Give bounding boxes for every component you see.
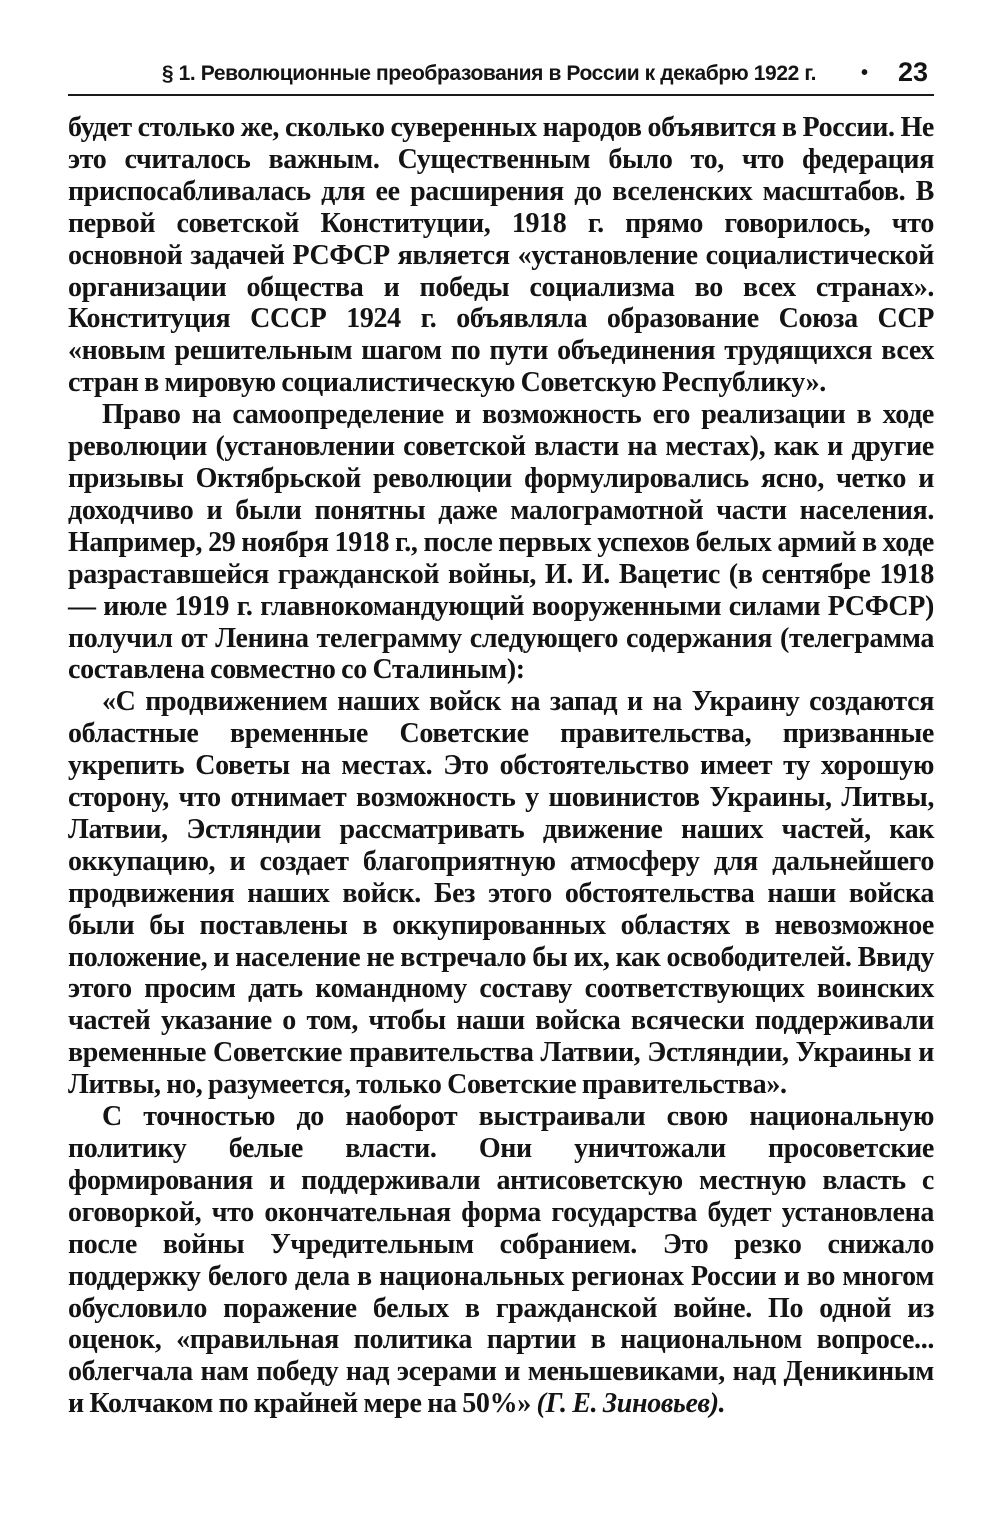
paragraph-white-policy bbox=[68, 1101, 934, 1420]
running-header bbox=[68, 56, 934, 96]
quote-source: (Г. Е. Зиновьев). bbox=[536, 1388, 726, 1420]
paragraph-continuation: будет столько же, сколько суверенных народов объявится в России. Не это считалось важным. Существенным было то, что федерация приспосабливалась для ее расширения до вселенских масштабов. В первой советской Конституции, 1918 г. прямо говорилось, что основной задачей РСФСР является «установление социалистической организации общества и победы социализма во всех странах». Конституция СССР 1924 г. объявляла образование Союза ССР «новым решительным шагом по пути объединения трудящихся всех стран в мировую социалистическую Советскую Республику». bbox=[68, 112, 934, 399]
paragraph-white-policy-text: С точностью до наоборот выстраивали свою национальную политику белые власти. Они уничтожали просоветские формирования и поддерживали антисоветскую местную власть с оговоркой, что окончательная форма государства будет установлена после войны Учредительным собранием. Это резко снижало поддержку белого дела в национальных регионах России и во многом обусловило поражение белых в гражданской войне. По одной из оценок, «правильная политика партии в национальном вопросе... облегчала нам победу над эсерами и меньшевиками, над Деникиным и Колчаком по крайней мере на 50%» bbox=[68, 1101, 934, 1420]
chapter-section-title: § 1. Революционные преобразования в России к декабрю 1922 г. bbox=[161, 62, 816, 85]
page-body bbox=[68, 112, 934, 1420]
page-number: 23 bbox=[897, 57, 928, 87]
telegram-quote: «С продвижением наших войск на запад и на Украину создаются областные временные Советские правительства, призванные укрепить Советы на местах. Это обстоятельство имеет ту хорошую сторону, что отнимает возможность у шовинистов Украины, Литвы, Латвии, Эстляндии рассматривать движение наших частей, как оккупацию, и создает благоприятную атмосферу для дальнейшего продвижения наших войск. Без этого обстоятельства наши войска были бы поставлены в оккупированных областях в невозможное положение, и население не встречало бы их, как освободителей. Ввиду этого просим дать командному составу соответствующих воинских частей указание о том, чтобы наши войска всячески поддерживали временные Советские правительства Латвии, Эстляндии, Украины и Литвы, но, разумеется, только Советские правительства». bbox=[68, 686, 934, 1101]
header-bullet: • bbox=[860, 62, 868, 84]
book-page bbox=[68, 56, 934, 1420]
paragraph-self-determination: Право на самоопределение и возможность его реализации в ходе революции (установлении советской власти на местах), как и другие призывы Октябрьской революции формулировались ясно, четко и доходчиво и были понятны даже малограмотной части населения. Например, 29 ноября 1918 г., после первых успехов белых армий в ходе разраставшейся гражданской войны, И. И. Вацетис (в сентябре 1918 — июле 1919 г. главнокомандующий вооруженными силами РСФСР) получил от Ленина телеграмму следующего содержания (телеграмма составлена совместно со Сталиным): bbox=[68, 399, 934, 686]
